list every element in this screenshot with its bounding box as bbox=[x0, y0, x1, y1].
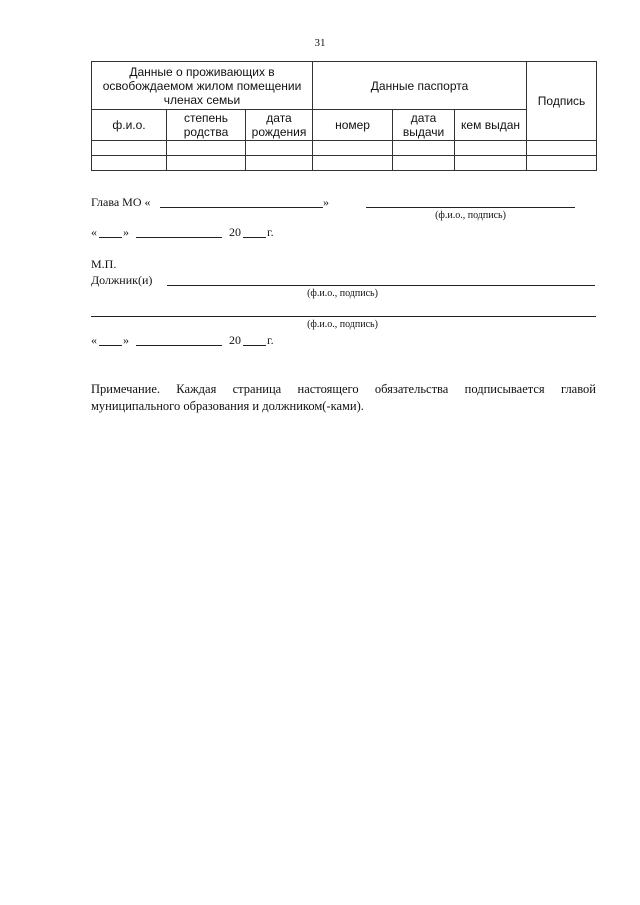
page-number: 31 bbox=[314, 37, 326, 49]
table-cell[interactable] bbox=[92, 141, 167, 156]
head-name-field[interactable] bbox=[160, 207, 323, 208]
column-header-fio: ф.и.о. bbox=[92, 110, 167, 141]
head-signature-field[interactable] bbox=[366, 207, 575, 208]
date-close-quote: » bbox=[123, 225, 129, 239]
passport-group-header: Данные паспорта bbox=[313, 62, 527, 110]
head-label: Глава МО « bbox=[91, 195, 151, 209]
year-field[interactable] bbox=[243, 345, 266, 346]
column-header-issued-by: кем выдан bbox=[455, 110, 527, 141]
table-header-row bbox=[92, 62, 597, 110]
head-close-quote: » bbox=[323, 195, 329, 209]
year-field[interactable] bbox=[243, 237, 266, 238]
date-close-quote: » bbox=[123, 333, 129, 347]
debtor-signature-field[interactable] bbox=[167, 285, 595, 286]
table-cell[interactable] bbox=[92, 156, 167, 171]
column-header-birthdate: дата рождения bbox=[246, 110, 313, 141]
year-suffix: г. bbox=[267, 333, 274, 347]
table-cell[interactable] bbox=[455, 141, 527, 156]
debtor-signature-caption: (ф.и.о., подпись) bbox=[307, 288, 378, 299]
column-header-issue-date: дата выдачи bbox=[393, 110, 455, 141]
table-subheader-row bbox=[92, 110, 597, 141]
residents-table bbox=[91, 61, 597, 171]
debtor-signature-caption-2: (ф.и.о., подпись) bbox=[307, 319, 378, 330]
month-field[interactable] bbox=[136, 237, 222, 238]
year-prefix: 20 bbox=[229, 225, 241, 239]
table-cell[interactable] bbox=[246, 156, 313, 171]
table-cell[interactable] bbox=[455, 156, 527, 171]
signature-header: Подпись bbox=[527, 62, 597, 141]
year-suffix: г. bbox=[267, 225, 274, 239]
date-open-quote: « bbox=[91, 225, 97, 239]
table-row bbox=[92, 141, 597, 156]
table-cell[interactable] bbox=[246, 141, 313, 156]
debtor-signature-field-2[interactable] bbox=[91, 316, 596, 317]
table-row bbox=[92, 156, 597, 171]
column-header-relation: степень родства bbox=[167, 110, 246, 141]
table-cell[interactable] bbox=[313, 141, 393, 156]
table-cell[interactable] bbox=[167, 156, 246, 171]
year-prefix: 20 bbox=[229, 333, 241, 347]
table-cell[interactable] bbox=[393, 141, 455, 156]
note-paragraph: Примечание. Каждая страница настоящего обязательства подписывается главой муниципального образования и должником(-ками). bbox=[91, 382, 596, 413]
stamp-label: М.П. bbox=[91, 257, 117, 271]
table-cell[interactable] bbox=[393, 156, 455, 171]
day-field[interactable] bbox=[99, 237, 122, 238]
head-signature-caption: (ф.и.о., подпись) bbox=[435, 210, 506, 221]
debtor-label: Должник(и) bbox=[91, 273, 153, 287]
day-field[interactable] bbox=[99, 345, 122, 346]
month-field[interactable] bbox=[136, 345, 222, 346]
table-cell[interactable] bbox=[167, 141, 246, 156]
table-cell[interactable] bbox=[527, 156, 597, 171]
date-open-quote: « bbox=[91, 333, 97, 347]
table-cell[interactable] bbox=[527, 141, 597, 156]
residents-group-header: Данные о проживающих в освобождаемом жилом помещении членах семьи bbox=[92, 62, 313, 110]
column-header-passport-number: номер bbox=[313, 110, 393, 141]
table-cell[interactable] bbox=[313, 156, 393, 171]
